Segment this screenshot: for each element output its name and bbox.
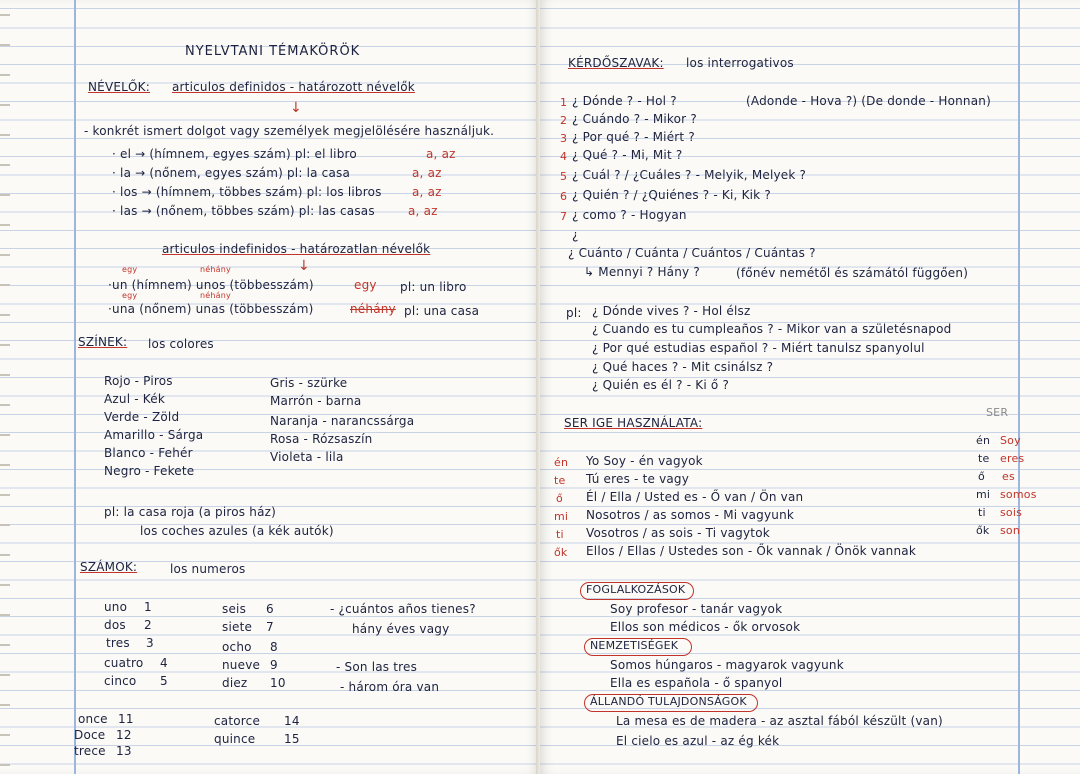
number-digit: 5 (160, 674, 168, 688)
ser-side-pronoun: ők (976, 524, 990, 537)
question-word: ¿ como ? - Hogyan (572, 208, 687, 222)
example-sentence: ¿ Qué haces ? - Mit csinálsz ? (592, 360, 774, 374)
age-question: - ¿cuántos años tienes? (330, 602, 476, 616)
ser-side-pronoun: ő (978, 470, 985, 483)
color-item: Negro - Fekete (104, 464, 195, 478)
adonde-note: (Adonde - Hova ?) (De donde - Honnan) (746, 94, 991, 108)
numbers-subtitle: los numeros (170, 562, 246, 576)
small-annotation: egy (122, 291, 138, 300)
ser-side-form: Soy (1000, 434, 1021, 447)
nationalities-label: NEMZETISÉGEK (590, 639, 679, 652)
question-word: ¿ Quién ? / ¿Quiénes ? - Ki, Kik ? (572, 188, 771, 202)
ser-conjugation: Yo Soy - én vagyok (586, 454, 703, 468)
number-word: cuatro (104, 656, 144, 670)
color-item: Violeta - lila (270, 450, 344, 464)
cuanto-hu: ↳ Mennyi ? Hány ? (584, 265, 700, 279)
indefinite-row-example: pl: un libro (400, 280, 467, 294)
number-word: diez (222, 676, 248, 690)
color-item: Verde - Zöld (104, 410, 180, 424)
arrow-down-icon: ↓ (290, 100, 302, 116)
question-number: 3 (560, 132, 568, 145)
definite-row-note: a, az (412, 185, 442, 199)
ser-conjugation: Tú eres - te vagy (586, 472, 690, 486)
small-annotation: néhány (200, 291, 231, 300)
permanent-traits-example: La mesa es de madera - az asztal fából készült (van) (616, 714, 943, 728)
small-annotation: néhány (200, 265, 231, 274)
ser-pronoun: ő (556, 492, 563, 505)
indefinite-row-red: egy (354, 278, 377, 292)
definite-row-note: a, az (412, 166, 442, 180)
ser-side-pronoun: mi (976, 488, 991, 501)
definite-articles-title: articulos definidos - határozott névelők (172, 80, 415, 94)
page-title: NYELVTANI TÉMAKÖRÖK (185, 44, 361, 59)
question-number: 4 (560, 150, 568, 163)
right-page (540, 0, 1080, 774)
question-number: 5 (560, 170, 568, 183)
number-digit: 15 (284, 732, 300, 746)
question-word: ¿ (572, 228, 579, 242)
example-sentence: ¿ Por qué estudias español ? - Miért tanulsz spanyolul (592, 341, 925, 355)
number-word: catorce (214, 714, 261, 728)
number-word: uno (104, 600, 128, 614)
definite-row: · la → (nőnem, egyes szám) pl: la casa (112, 166, 351, 180)
arrow-down-icon: ↓ (298, 258, 310, 274)
number-digit: 13 (116, 744, 132, 758)
color-item: Gris - szürke (270, 376, 348, 390)
ser-side-form: sois (1000, 506, 1023, 519)
indefinite-row-example: pl: una casa (404, 304, 480, 318)
definite-row: · las → (nőnem, többes szám) pl: las casas (112, 204, 375, 218)
colors-subtitle: los colores (148, 337, 214, 351)
question-word: ¿ Cuándo ? - Mikor ? (572, 112, 697, 126)
ser-pronoun: te (554, 474, 566, 487)
colors-heading: SZÍNEK: (78, 335, 128, 349)
number-digit: 11 (118, 712, 134, 726)
ser-side-form: es (1002, 470, 1015, 483)
color-item: Azul - Kék (104, 392, 166, 406)
question-number: 2 (560, 114, 568, 127)
jobs-label: FOGLALKOZÁSOK (586, 583, 686, 596)
color-item: Blanco - Fehér (104, 446, 193, 460)
binding-holes (0, 0, 10, 774)
number-digit: 4 (160, 656, 168, 670)
indefinite-row: ·una (nőnem) unas (többesszám) (108, 302, 314, 316)
number-word: cinco (104, 674, 137, 688)
definite-row: · los → (hímnem, többes szám) pl: los libros (112, 185, 382, 199)
ser-conjugation: Él / Ella / Usted es - Ő van / Ön van (586, 490, 804, 504)
margin-line (1018, 0, 1020, 774)
nationalities-example: Ella es española - ő spanyol (610, 676, 783, 690)
number-digit: 9 (270, 658, 278, 672)
number-digit: 2 (144, 618, 152, 632)
ser-side-form: somos (1000, 488, 1037, 501)
cuanto-note: (főnév nemétől és számától függően) (736, 266, 969, 280)
ser-heading: SER IGE HASZNÁLATA: (564, 416, 703, 430)
ser-side-pronoun: te (978, 452, 990, 465)
colors-example: pl: la casa roja (a piros ház) (104, 505, 277, 519)
question-number: 7 (560, 210, 568, 223)
number-word: seis (222, 602, 247, 616)
example-sentence: ¿ Quién es él ? - Ki ő ? (592, 378, 730, 392)
question-word: ¿ Dónde ? - Hol ? (572, 94, 677, 108)
ser-pronoun: én (554, 456, 569, 469)
ser-side-form: son (1000, 524, 1021, 537)
nationalities-example: Somos húngaros - magyarok vagyunk (610, 658, 844, 672)
color-item: Rosa - Rózsaszín (270, 432, 373, 446)
number-word: tres (106, 636, 130, 650)
definite-row-note: a, az (426, 147, 456, 161)
definite-row: · el → (hímnem, egyes szám) pl: el libro (112, 147, 357, 161)
age-question-hu: hány éves vagy (352, 622, 450, 636)
number-word: trece (74, 744, 106, 758)
question-number: 1 (560, 96, 568, 109)
examples-label: pl: (566, 306, 582, 320)
ser-pronoun: ti (556, 528, 564, 541)
small-annotation: egy (122, 265, 138, 274)
number-digit: 14 (284, 714, 300, 728)
ser-pronoun: mi (554, 510, 569, 523)
articles-intro: - konkrét ismert dolgot vagy személyek megjelölésére használjuk. (84, 124, 495, 138)
question-word: ¿ Por qué ? - Miért ? (572, 130, 695, 144)
color-item: Rojo - Piros (104, 374, 173, 388)
question-words-heading: KÉRDŐSZAVAK: (568, 56, 664, 70)
number-word: siete (222, 620, 253, 634)
permanent-traits-label: ÁLLANDÓ TULAJDONSÁGOK (590, 695, 747, 708)
number-word: once (78, 712, 108, 726)
cuanto-line: ¿ Cuánto / Cuánta / Cuántos / Cuántas ? (568, 246, 816, 260)
ser-side-form: eres (1000, 452, 1025, 465)
number-word: ocho (222, 640, 252, 654)
number-digit: 7 (266, 620, 274, 634)
number-digit: 6 (266, 602, 274, 616)
ser-conjugation: Nosotros / as somos - Mi vagyunk (586, 508, 795, 522)
number-digit: 8 (270, 640, 278, 654)
ser-side-pronoun: én (976, 434, 991, 447)
question-word: ¿ Qué ? - Mi, Mit ? (572, 148, 683, 162)
question-word: ¿ Cuál ? / ¿Cuáles ? - Melyik, Melyek ? (572, 168, 807, 182)
definite-row-note: a, az (408, 204, 438, 218)
color-item: Amarillo - Sárga (104, 428, 204, 442)
jobs-example: Soy profesor - tanár vagyok (610, 602, 783, 616)
ser-conjugation: Ellos / Ellas / Ustedes son - Ők vannak / Önök vannak (586, 544, 916, 558)
ser-label: SER (986, 406, 1009, 419)
question-number: 6 (560, 190, 568, 203)
number-word: nueve (222, 658, 261, 672)
number-digit: 1 (144, 600, 152, 614)
number-word: dos (104, 618, 126, 632)
permanent-traits-example: El cielo es azul - az ég kék (616, 734, 780, 748)
example-sentence: ¿ Cuando es tu cumpleaños ? - Mikor van a születésnapod (592, 322, 952, 336)
number-word: quince (214, 732, 256, 746)
number-digit: 12 (116, 728, 132, 742)
indefinite-articles-title: articulos indefinidos - határozatlan névelők (162, 242, 431, 256)
ser-side-pronoun: ti (978, 506, 986, 519)
margin-line (74, 0, 76, 774)
ser-pronoun: ők (554, 546, 568, 559)
question-words-subtitle: los interrogativos (686, 56, 794, 70)
indefinite-row-red: néhány (350, 302, 396, 316)
example-sentence: ¿ Dónde vives ? - Hol élsz (592, 304, 751, 318)
jobs-example: Ellos son médicos - ők orvosok (610, 620, 801, 634)
color-item: Marrón - barna (270, 394, 362, 408)
ser-conjugation: Vosotros / as sois - Ti vagytok (586, 526, 770, 540)
color-item: Naranja - narancssárga (270, 414, 415, 428)
time-example: - három óra van (340, 680, 440, 694)
colors-example: los coches azules (a kék autók) (140, 524, 334, 538)
number-digit: 3 (146, 636, 154, 650)
articles-heading: NÉVELŐK: (88, 80, 150, 94)
numbers-heading: SZÁMOK: (80, 560, 138, 574)
number-digit: 10 (270, 676, 286, 690)
time-example: - Son las tres (336, 660, 418, 674)
number-word: Doce (74, 728, 106, 742)
indefinite-row: ·un (hímnem) unos (többesszám) (108, 278, 314, 292)
